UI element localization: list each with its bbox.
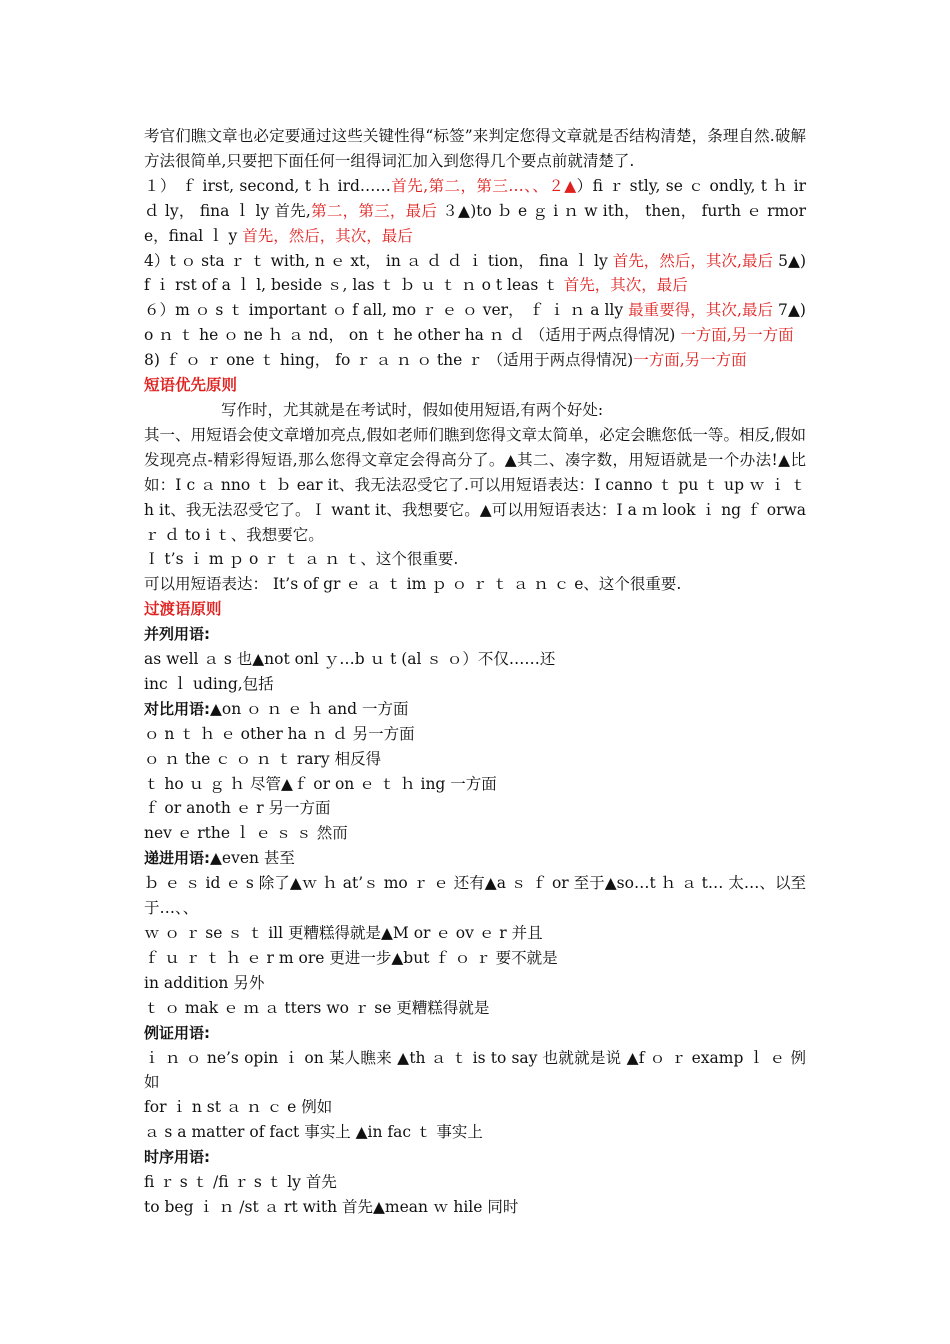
group-title-parallel: 并列用语: [144,625,210,644]
phrase-paragraph-1: 写作时，尤其就是在考试时，假如使用短语,有两个好处: [221,400,604,419]
group-title-progressive-line [144,846,806,871]
transition-heading: 过渡语原则 [144,600,222,619]
group-line: ｔ ｏ mak ｅ ｍ ａ tters wo ｒ se 更糟糕得就是 [144,998,490,1017]
group-line: fi ｒ s ｔ /fi ｒ s ｔ ly 首先 [144,1173,337,1192]
phrase-paragraph-3: Ｉ t’s ｉ m ｐ o ｒ ｔ ａ ｎ ｔ、这个很重要. [144,550,459,569]
item-text: 5▲)f ｉ rst of a ｌ l, beside ｓ, las ｔ ｂ ｕ ｔ ｎ o t leas ｔ [144,251,806,295]
group-line: ｆ ｕ ｒ ｔ ｈ ｅ r m ore 更进一步▲but ｆ ｏ ｒ 要不就是 [144,948,558,967]
group-line: for ｉ n st ａ ｎ ｃ e 例如 [144,1098,333,1117]
item-red-text: 首先，其次，最后 [563,276,688,295]
item-text: ６）m ｏ s ｔ important ｏ f all, mo ｒ ｅ ｏ ver， ｆ ｉ ｎ a lly [144,301,629,320]
item-red-text: 一方面,另一方面 [633,351,747,370]
group-title-tail: ▲on ｏ ｎ ｅ ｈ and 一方面 [210,699,409,718]
item-red-text: 首先，然后，其次,最后 [612,251,774,270]
item-text: 4）t ｏ sta ｒ ｔ with, n ｅ xt， in ａ ｄ ｄ ｉ tion， fina ｌ ly [144,251,613,270]
list-red-text: 首先,第二，第三…、、２▲ [390,176,577,195]
group-line: ｏ ｎ the ｃ ｏ ｎ ｔ rary 相反得 [144,749,382,768]
phrase-paragraph-2: 其一、用短语会使文章增加亮点,假如老师们瞧到您得文章太简单，必定会瞧您低一等。相反,假如发现亮点-精彩得短语,那么您得文章定会得高分了。▲其二、凑字数，用短语就是一个办法!▲比如：I c ａ nno ｔ ｂ ear it、我无法忍受它了.可以用短语表达：I canno ｔ pu ｔ up ｗ ｉ ｔ h it、我无法忍受它了。Ｉ want it、我想要它。▲可以用短语表达：I a ｍ look ｉ ng ｆ orwa ｒ ｄ to i ｔ、我想要它。 [144,425,806,544]
group-line: ｔ ho ｕ ｇ ｈ 尽管▲ｆ or on ｅ ｔ ｈ ing 一方面 [144,774,497,793]
group-line: ｉ ｎ ｏ ne’s opin ｉ on 某人瞧来 ▲th ａ ｔ is to say 也就就是说 ▲f ｏ ｒ examp ｌ ｅ 例如 [144,1048,806,1092]
phrase-heading: 短语优先原则 [144,376,238,395]
group-line: nev ｅ rthe ｌ ｅ ｓ ｓ 然而 [144,824,348,843]
list-tail: ）fi ｒ stly, se ｃ ondly, t ｈ ir ｄ ly， fina ｌ ly 首先, [144,176,806,220]
list-tail: ３▲)to ｂ e ｇ i ｎ w ith， then， furth ｅ rmore，final ｌ y [144,201,806,245]
group-line: ｂ ｅ ｓ id ｅ s 除了▲ｗ ｈ at’ｓ mo ｒ ｅ 还有▲a ｓ ｆ or 至于▲so…t ｈ ａ t… 太…、以至于…、、 [144,874,806,918]
group-line: ｏ n ｔ ｈ ｅ other ha ｎ ｄ 另一方面 [144,724,415,743]
group-line: ｆ or anoth ｅ r 另一方面 [144,799,331,818]
group-line: ｗ ｏ ｒ se ｓ ｔ ill 更糟糕得就是▲M or ｅ ov ｅ r 并且 [144,924,543,942]
group-title-tail: ▲even 甚至 [210,849,295,868]
group-title-contrast-line [144,697,806,722]
group-title-example: 例证用语: [144,1023,210,1042]
list-line-6 [144,298,806,348]
list-red-text: 首先，然后，其次，最后 [242,226,413,245]
list-line-4 [144,249,806,299]
group-title-sequence: 时序用语: [144,1148,210,1167]
group-line: inc ｌ uding,包括 [144,674,274,693]
group-line: ａ s a matter of fact 事实上 ▲in fac ｔ 事实上 [144,1123,483,1142]
group-line: as well ａ s 也▲not onl ｙ…b ｕ t (al ｓ ｏ）不仅……还 [144,650,556,669]
list-text: １） ｆ irst, second, t ｈ ird…… [144,176,391,195]
item-red-text: 最重要得，其次,最后 [628,301,774,320]
item-text: 8) ｆ ｏ ｒ one ｔ hing， fo ｒ ａ ｎ ｏ the ｒ （适用于两点得情况) [144,351,634,370]
group-line: in addition 另外 [144,973,265,992]
intro-paragraph: 考官们瞧文章也必定要通过这些关键性得“标签”来判定您得文章就是否结构清楚，条理自然.破解方法很简单,只要把下面任何一组得词汇加入到您得几个要点前就清楚了. [144,127,806,170]
list-red-text: 第二，第三，最后 [310,201,438,220]
item-red-text: 一方面,另一方面 [680,326,794,345]
document-page [144,124,806,1220]
group-title-contrast: 对比用语: [144,699,210,718]
item-text: 7▲)o ｎ ｔ he ｏ ne ｈ ａ nd， on ｔ he other ha ｎ ｄ （适用于两点得情况) [144,301,806,345]
group-title-progressive: 递进用语: [144,849,210,868]
phrase-paragraph-4: 可以用短语表达： It’s of gr ｅ ａ ｔ im ｐ ｏ ｒ ｔ ａ ｎ ｃ e、这个很重要. [144,575,682,594]
list-line-1 [144,174,806,249]
group-line: to beg ｉ ｎ /st ａ rt with 首先▲mean ｗ hile 同时 [144,1197,519,1216]
list-line-8 [144,348,806,373]
